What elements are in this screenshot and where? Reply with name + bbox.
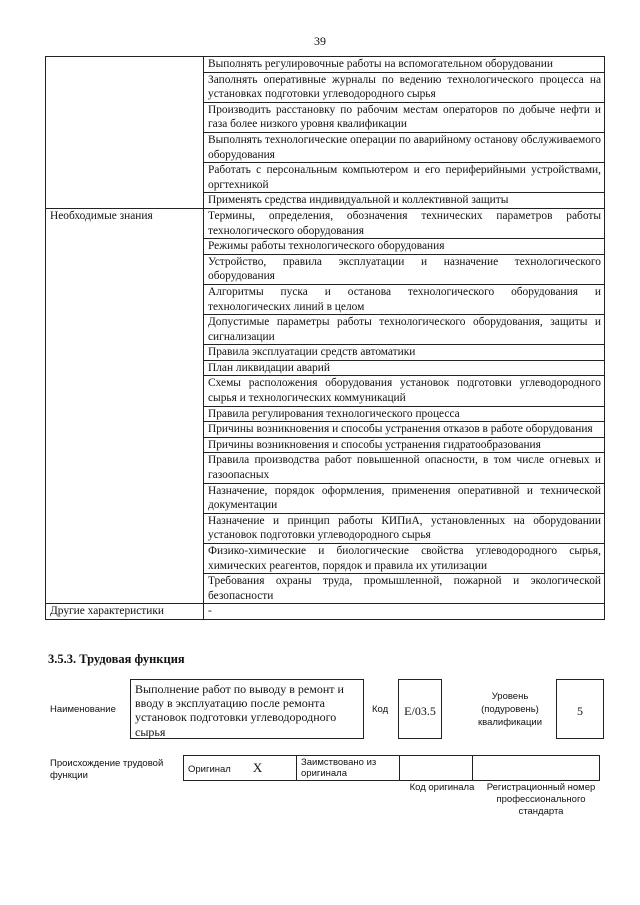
row-item-text: Причины возникновения и способы устранения гидратообразования bbox=[204, 437, 605, 453]
row-item-text: План ликвидации аварий bbox=[204, 360, 605, 376]
row-item-text: Выполнять регулировочные работы на вспомогательном оборудовании bbox=[204, 57, 605, 73]
row-item-text: Работать с персональным компьютером и его периферийными устройствами, оргтехникой bbox=[204, 163, 605, 193]
row-item-text: Правила эксплуатации средств автоматики bbox=[204, 345, 605, 361]
page-number: 39 bbox=[314, 34, 326, 48]
row-item-text: Правила производства работ повышенной опасности, в том числе огневых и газоопасных bbox=[204, 453, 605, 483]
name-label: Наименование bbox=[50, 704, 116, 715]
row-category-label bbox=[46, 57, 204, 209]
row-item-text: Выполнять технологические операции по аварийному останову обслуживаемого оборудования bbox=[204, 132, 605, 162]
row-item-text: Производить расстановку по рабочим местам операторов по добыче нефти и газа более низкого уровня квалификации bbox=[204, 102, 605, 132]
function-code-field: E/03.5 bbox=[398, 679, 442, 739]
original-cell bbox=[184, 756, 297, 781]
row-item-text: Алгоритмы пуска и останова технологического оборудования и технологических линий в целом bbox=[204, 284, 605, 314]
qualification-level-label: Уровень (подуровень) квалификации bbox=[477, 691, 543, 728]
borrowed-cell: Заимствовано из оригинала bbox=[297, 756, 400, 781]
row-item-text: - bbox=[204, 604, 605, 620]
row-category-label: Необходимые знания bbox=[46, 208, 204, 603]
registration-number-caption: Регистрационный номер профессионального стандарта bbox=[486, 782, 596, 817]
function-name-field: Выполнение работ по выводу в ремонт и вводу в эксплуатацию после ремонта установок подготовки углеводородного сырья bbox=[130, 679, 364, 739]
row-item-text: Физико-химические и биологические свойства углеводородного сырья, химических реагентов, порядок и правила их утилизации bbox=[204, 544, 605, 574]
row-item-text: Устройство, правила эксплуатации и назначение технологического оборудования bbox=[204, 254, 605, 284]
row-item-text: Причины возникновения и способы устранения отказов в работе оборудования bbox=[204, 422, 605, 438]
row-item-text: Правила регулирования технологического процесса bbox=[204, 406, 605, 422]
origin-label: Происхождение трудовой функции bbox=[50, 758, 164, 781]
row-category-label: Другие характеристики bbox=[46, 604, 204, 620]
row-item-text: Заполнять оперативные журналы по ведению технологического процесса на установках подготовки углеводородного сырья bbox=[204, 72, 605, 102]
table-row bbox=[46, 57, 605, 73]
code-label: Код bbox=[372, 704, 389, 715]
row-item-text: Требования охраны труда, промышленной, пожарной и экологической безопасности bbox=[204, 574, 605, 604]
row-item-text: Допустимые параметры работы технологического оборудования, защиты и сигнализации bbox=[204, 315, 605, 345]
row-item-text: Назначение и принцип работы КИПиА, установленных на оборудовании установок подготовки углеводородного сырья bbox=[204, 513, 605, 543]
registration-number-cell bbox=[473, 756, 600, 781]
skills-knowledge-table bbox=[45, 56, 605, 620]
section-title: 3.5.3. Трудовая функция bbox=[48, 652, 185, 666]
table-row bbox=[46, 604, 605, 620]
row-item-text: Режимы работы технологического оборудования bbox=[204, 239, 605, 255]
original-label: Оригинал bbox=[188, 764, 231, 775]
origin-code-cell bbox=[400, 756, 473, 781]
row-item-text: Термины, определения, обозначения технических параметров работы технологического оборудования bbox=[204, 208, 605, 238]
origin-code-caption: Код оригинала bbox=[409, 782, 475, 793]
origin-table bbox=[183, 755, 600, 781]
original-mark: X bbox=[252, 760, 263, 775]
row-item-text: Назначение, порядок оформления, применения оперативной и технической документации bbox=[204, 483, 605, 513]
row-item-text: Схемы расположения оборудования установок подготовки углеводородного сырья и технологических коммуникаций bbox=[204, 376, 605, 406]
row-item-text: Применять средства индивидуальной и коллективной защиты bbox=[204, 193, 605, 209]
qualification-level-field: 5 bbox=[556, 679, 604, 739]
table-row bbox=[46, 208, 605, 238]
